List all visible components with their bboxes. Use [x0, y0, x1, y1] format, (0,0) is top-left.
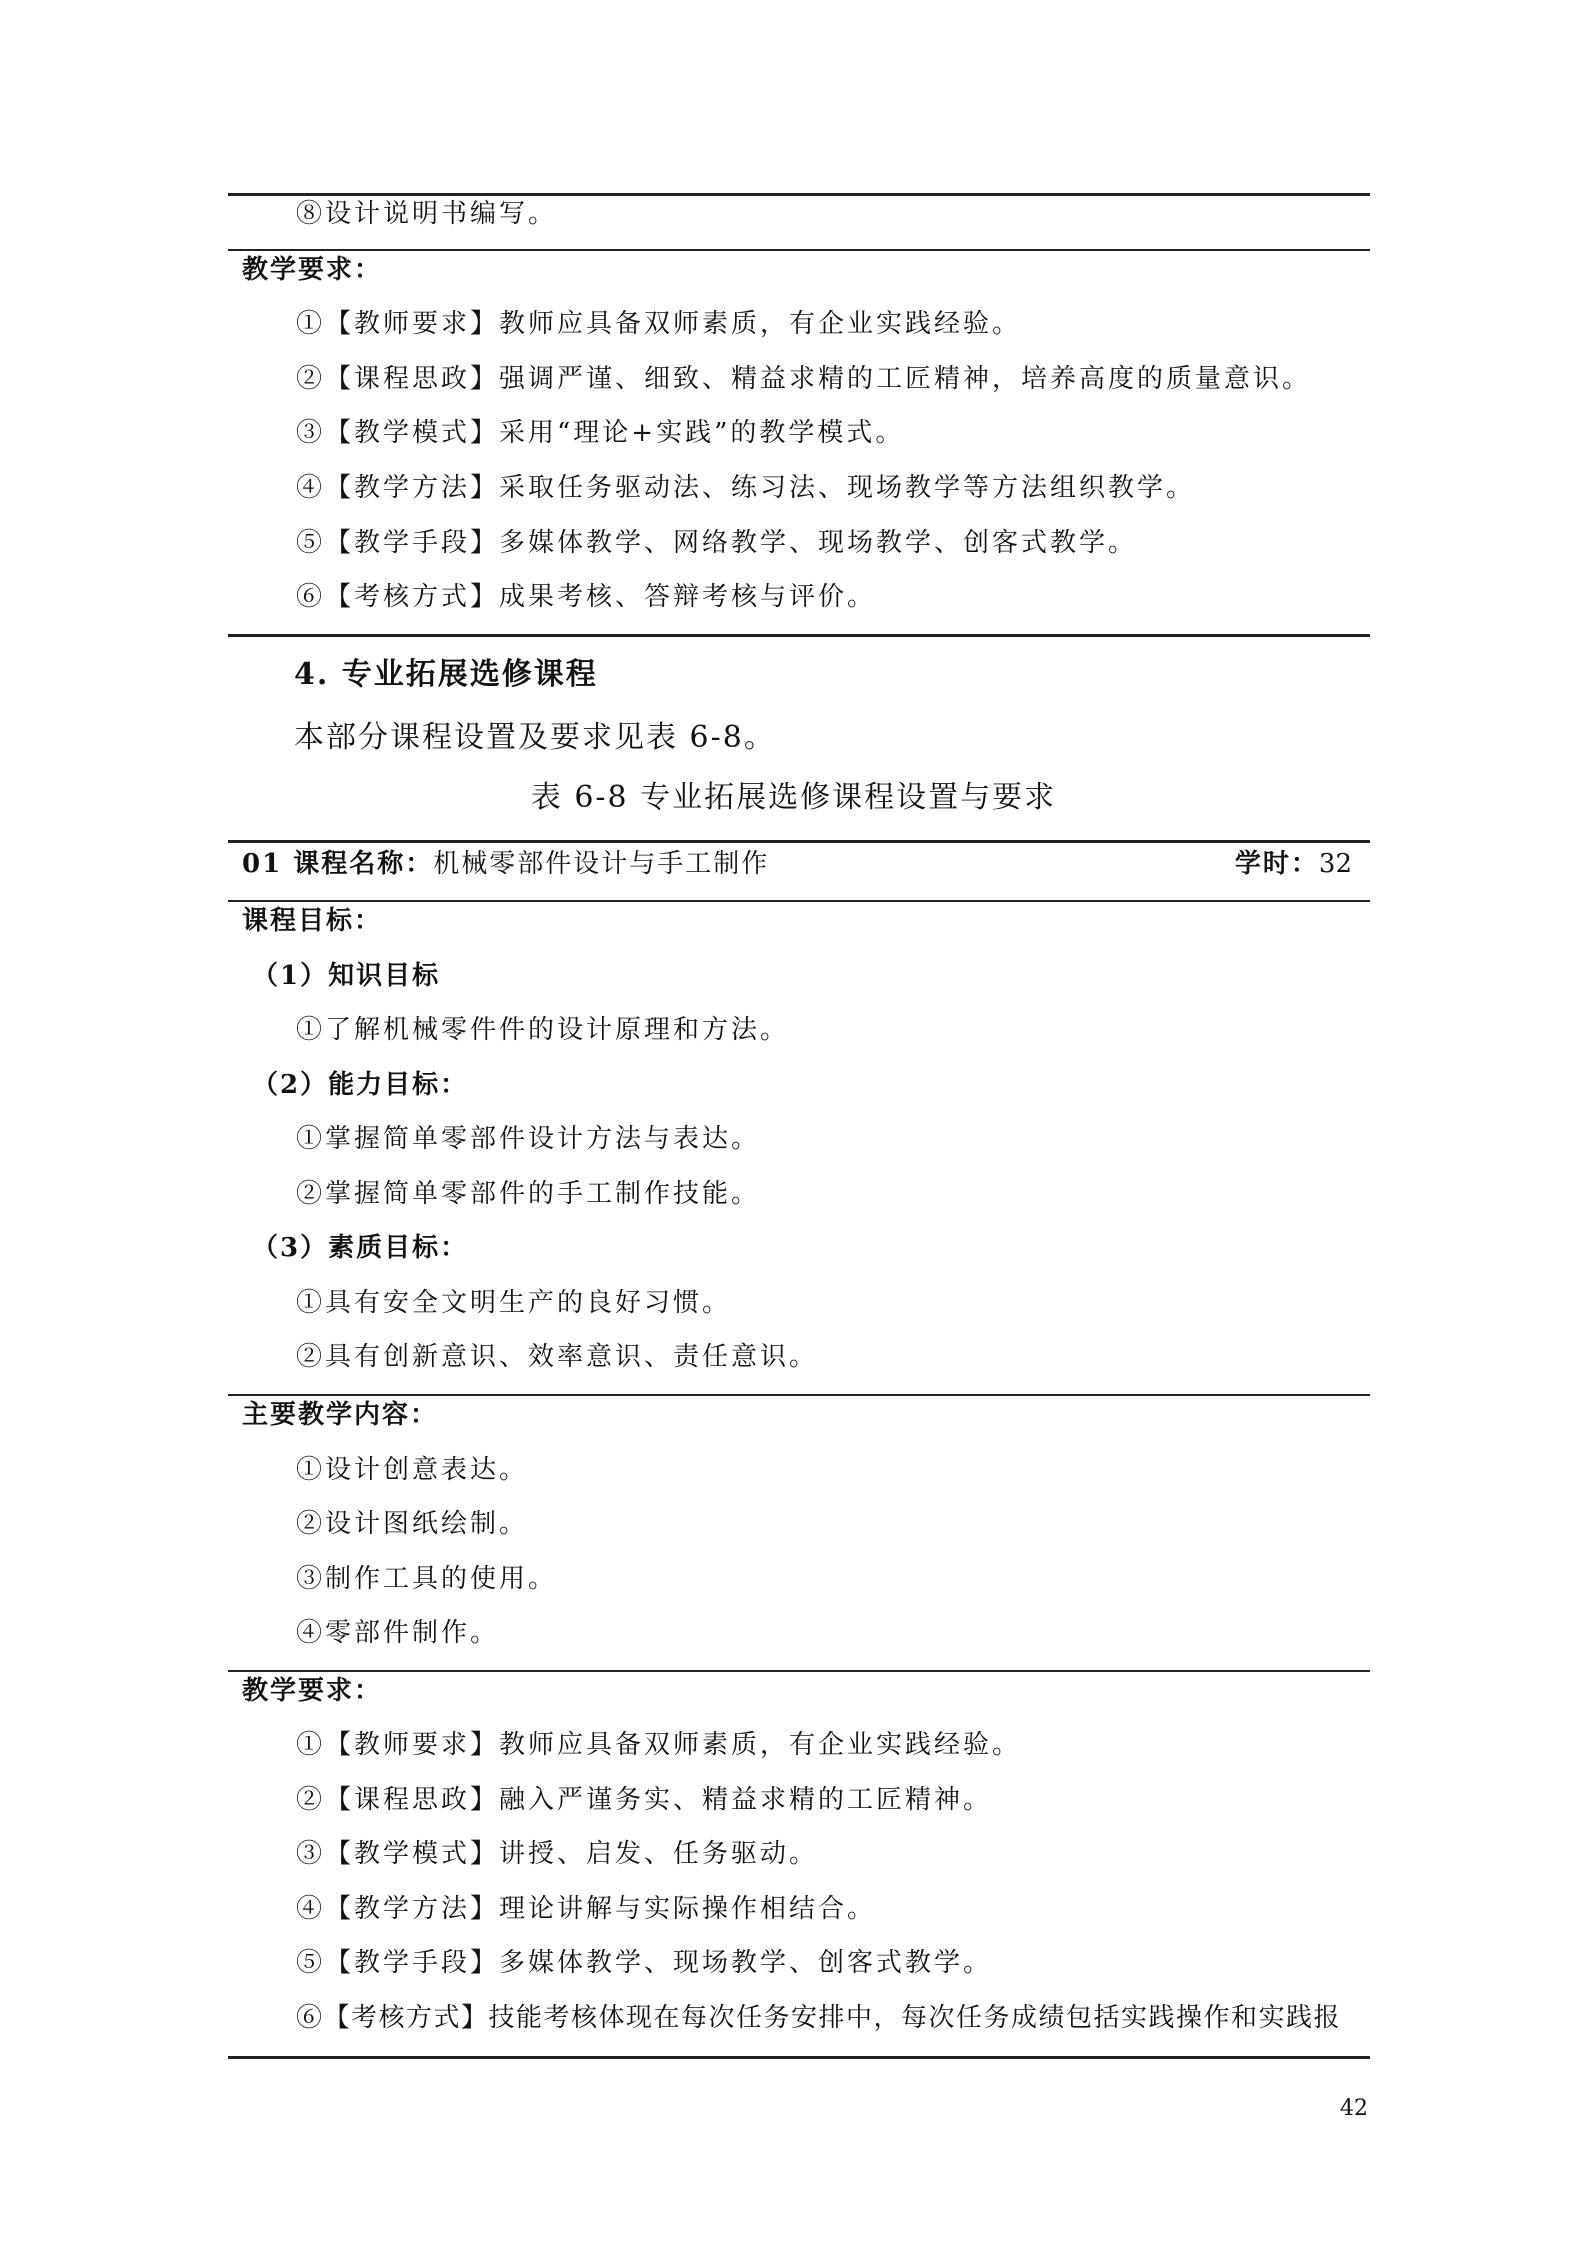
- content-item: ②设计图纸绘制。: [296, 1509, 529, 1539]
- table-bottom-rule: [228, 634, 1370, 637]
- requirement-item: ②【课程思政】融入严谨务实、精益求精的工匠精神。: [296, 1785, 993, 1815]
- content-item: ③制作工具的使用。: [296, 1564, 558, 1594]
- goal-header: 课程目标：: [242, 906, 383, 936]
- requirement-item: ④【教学方法】理论讲解与实际操作相结合。: [296, 1894, 877, 1924]
- course-name: 机械零部件设计与手工制作: [433, 849, 770, 879]
- knowledge-item: ①了解机械零件件的设计原理和方法。: [296, 1015, 790, 1045]
- requirement-item: ③【教学模式】采用“理论+实践”的教学模式。: [296, 418, 905, 448]
- requirement-item: ③【教学模式】讲授、启发、任务驱动。: [296, 1839, 819, 1869]
- content-item: ④零部件制作。: [296, 1618, 500, 1648]
- course-name-label: 01 课程名称：: [242, 849, 434, 879]
- section-intro: 本部分课程设置及要求见表 6-8。: [294, 720, 776, 755]
- quality-item: ②具有创新意识、效率意识、责任意识。: [296, 1342, 819, 1372]
- requirements-header: 教学要求：: [242, 255, 383, 285]
- table-caption: 表 6-8 专业拓展选修课程设置与要求: [530, 780, 1057, 815]
- requirement-item: ⑥【考核方式】成果考核、答辩考核与评价。: [296, 582, 877, 612]
- content-item: ⑧设计说明书编写。: [296, 199, 558, 229]
- table-divider: [228, 1394, 1370, 1396]
- hours-value: 32: [1318, 849, 1352, 879]
- course-header-row: [242, 844, 1352, 884]
- ability-item: ①掌握简单零部件设计方法与表达。: [296, 1124, 761, 1154]
- table-divider: [228, 900, 1370, 902]
- table-bottom-rule: [228, 2056, 1370, 2059]
- requirements-header: 教学要求：: [242, 1676, 383, 1706]
- course-hours: [1235, 844, 1352, 884]
- section-title: 4. 专业拓展选修课程: [294, 657, 598, 692]
- hours-label: 学时：: [1234, 849, 1319, 879]
- requirement-item: ④【教学方法】采取任务驱动法、练习法、现场教学等方法组织教学。: [296, 473, 1196, 503]
- ability-item: ②掌握简单零部件的手工制作技能。: [296, 1179, 761, 1209]
- requirement-item: ⑥【考核方式】技能考核体现在每次任务安排中，每次任务成绩包括实践操作和实践报: [296, 2003, 1342, 2033]
- quality-header: （3）素质目标：: [252, 1233, 469, 1263]
- requirement-item: ⑤【教学手段】多媒体教学、现场教学、创客式教学。: [296, 1948, 993, 1978]
- requirement-item: ①【教师要求】教师应具备双师素质，有企业实践经验。: [296, 1730, 1022, 1760]
- content-item: ①设计创意表达。: [296, 1455, 529, 1485]
- table-top-rule: [228, 840, 1370, 843]
- table-divider: [228, 1670, 1370, 1672]
- ability-header: （2）能力目标：: [252, 1070, 469, 1100]
- content-header: 主要教学内容：: [242, 1400, 439, 1430]
- requirement-item: ①【教师要求】教师应具备双师素质，有企业实践经验。: [296, 309, 1022, 339]
- page-number: 42: [1340, 2096, 1368, 2121]
- requirement-item: ②【课程思政】强调严谨、细致、精益求精的工匠精神，培养高度的质量意识。: [296, 364, 1312, 394]
- table-divider: [228, 249, 1370, 251]
- quality-item: ①具有安全文明生产的良好习惯。: [296, 1288, 732, 1318]
- requirement-item: ⑤【教学手段】多媒体教学、网络教学、现场教学、创客式教学。: [296, 528, 1138, 558]
- knowledge-header: （1）知识目标: [252, 961, 441, 991]
